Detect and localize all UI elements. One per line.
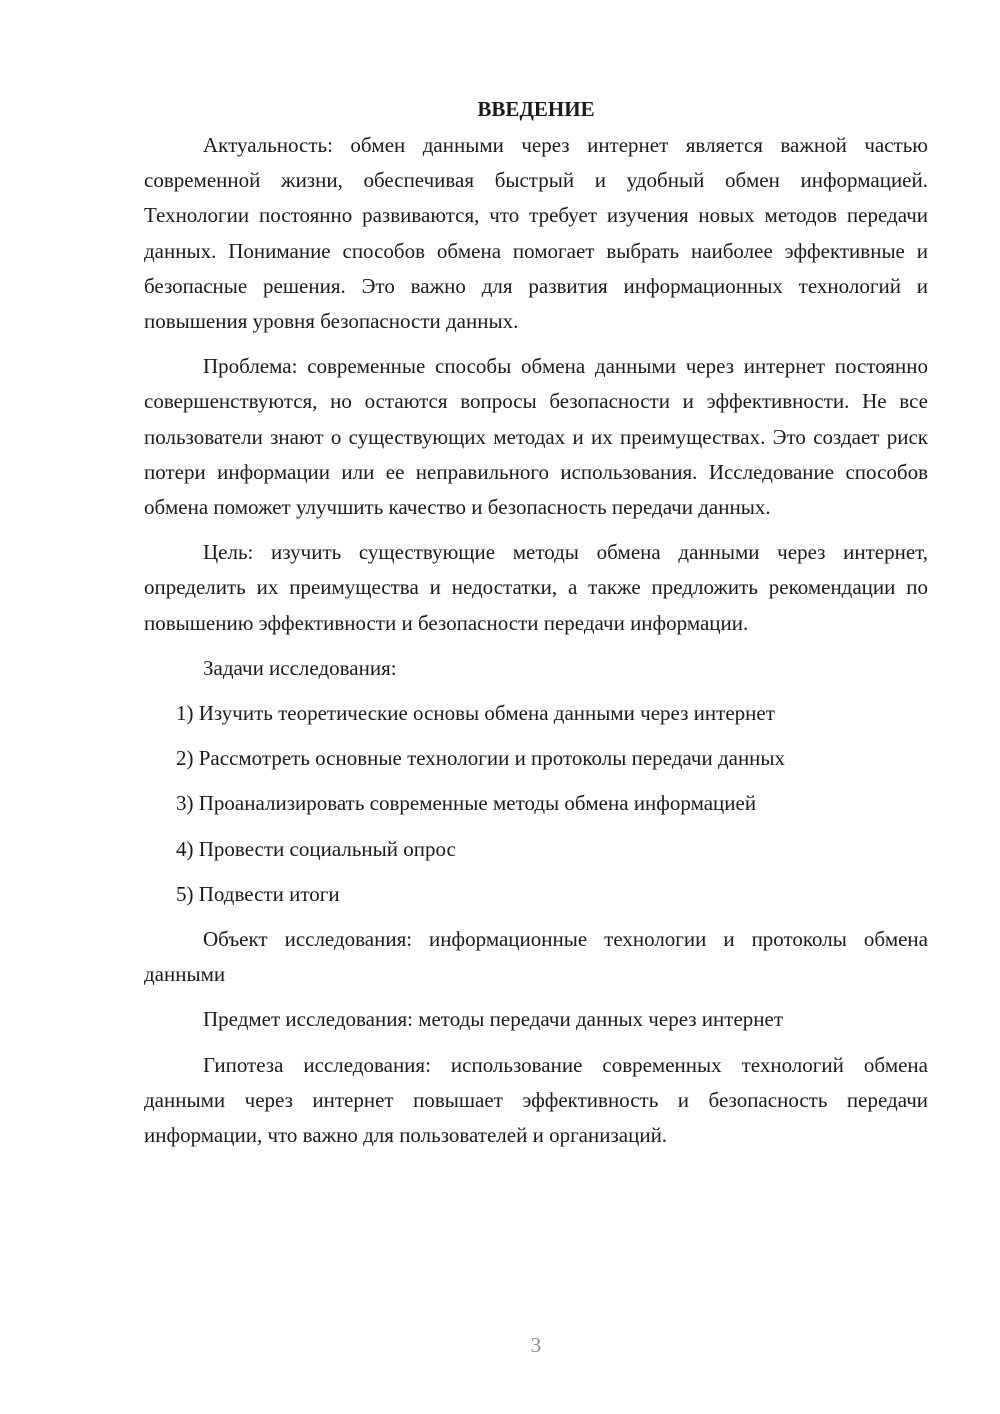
paragraph-subject: Предмет исследования: методы передачи данных через интернет (203, 1007, 784, 1032)
paragraph-problem: Проблема: современные способы обмена данными через интернет постоянно совершенствуются, но остаются вопросы безопасности и эффективности. Не все пользователи знают о существующих методах и их преимуществах. Это создает риск потери информации или ее неправильного использования. Исследование способов обмена поможет улучшить качество и безопасность передачи данных. (144, 354, 928, 520)
paragraph-object: Объект исследования: информационные технологии и протоколы обмена данными (144, 927, 928, 987)
task-item-5: 5) Подвести итоги (176, 881, 340, 906)
paragraph-hypothesis: Гипотеза исследования: использование современных технологий обмена данными через интернет повышает эффективность и безопасность передачи информации, что важно для пользователей и организаций. (144, 1052, 928, 1148)
task-item-2: 2) Рассмотреть основные технологии и протоколы передачи данных (176, 746, 786, 771)
task-list (144, 696, 928, 912)
page-number: 3 (530, 1333, 542, 1357)
task-item-3: 3) Проанализировать современные методы обмена информацией (176, 791, 757, 816)
page-title: ВВЕДЕНИЕ (477, 97, 595, 121)
document-page (144, 92, 928, 1163)
paragraph-relevance: Актуальность: обмен данными через интернет является важной частью современной жизни, обеспечивая быстрый и удобный обмен информацией. Технологии постоянно развиваются, что требует изучения новых методов передачи данных. Понимание способов обмена помогает выбрать наиболее эффективные и безопасные решения. Это важно для развития информационных технологий и повышения уровня безопасности данных. (144, 133, 928, 334)
task-item-1: 1) Изучить теоретические основы обмена данными через интернет (176, 701, 775, 726)
paragraph-goal: Цель: изучить существующие методы обмена данными через интернет, определить их преимущества и недостатки, а также предложить рекомендации по повышению эффективности и безопасности передачи информации. (144, 540, 928, 635)
task-item-4: 4) Провести социальный опрос (176, 836, 456, 861)
tasks-heading: Задачи исследования: (203, 655, 397, 680)
